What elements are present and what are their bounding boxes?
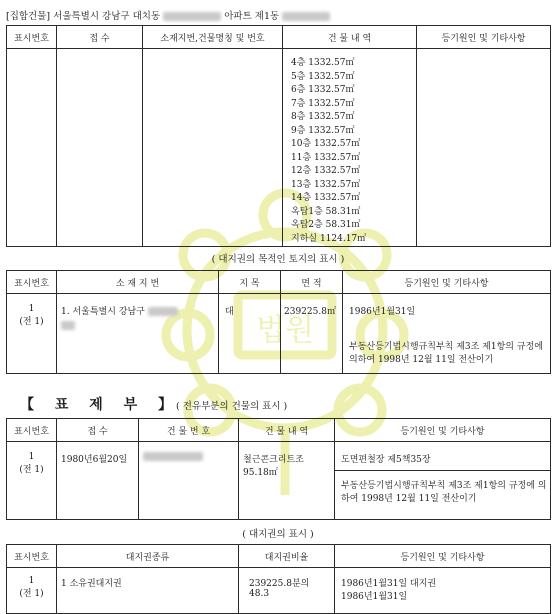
header-building: 아파트 제1동 [224, 11, 280, 22]
floor-item: 5층 1332.57㎡ [291, 71, 355, 82]
col-header: 표시번호 [7, 271, 57, 294]
col-header: 등기원인 및 기타사항 [335, 545, 551, 568]
col-header: 면 적 [281, 271, 343, 294]
redacted-block [282, 12, 330, 21]
col-header: 등기원인 및 기타사항 [335, 419, 551, 442]
land-right-table [6, 544, 551, 614]
col-header: 건 물 번 호 [139, 419, 239, 442]
floor-item: 6층 1332.57㎡ [291, 85, 355, 95]
row-number-sub: (전 1) [19, 317, 44, 327]
unit-area: 95.18㎡ [243, 468, 278, 478]
pyojebu-table [6, 418, 551, 520]
redacted-block [163, 12, 221, 21]
row-number-sub: (전 1) [19, 465, 44, 475]
header-address: 서울특별시 강남구 대치동 [53, 11, 161, 22]
pyojebu-title: 【 표 제 부 】 [20, 397, 181, 413]
floor-item: 지하실 1124.17㎡ [291, 233, 367, 244]
col-header: 표시번호 [7, 419, 57, 442]
redacted-block [61, 321, 75, 330]
redacted-block [148, 307, 178, 316]
col-header: 등기원인 및 기타사항 [343, 271, 551, 294]
land-right-ratio: 239225.8분의 [249, 579, 310, 589]
col-header: 소 재 지 번 [57, 271, 219, 294]
pyojebu-subtitle: ( 전유부분의 건물의 표시 ) [176, 401, 288, 412]
drawing-ref: 도면편철장 제5책35장 [341, 455, 431, 465]
col-header: 대지권종류 [57, 545, 239, 568]
floor-item: 10층 1332.57㎡ [291, 139, 361, 149]
col-header: 건 물 내 역 [239, 419, 335, 442]
land-right-ratio-2: 48.3 [249, 589, 270, 599]
pyojebu-note: 부동산등기법시행규칙부칙 제3조 제1항의 규정에 의하여 1998년 12월 11일 전산이기 [341, 481, 547, 504]
row-number: 1 [28, 576, 35, 586]
floor-item: 9층 1332.57㎡ [291, 125, 355, 136]
col-header: 건 물 내 역 [283, 26, 417, 49]
floor-item: 14층 1332.57㎡ [291, 193, 361, 203]
watermark-text: 법원 [256, 313, 314, 348]
col-header: 표시번호 [7, 26, 57, 49]
floor-item: 11층 1332.57㎡ [291, 152, 361, 163]
floor-item: 4층 1332.57㎡ [291, 58, 355, 68]
row-number-sub: (전 1) [19, 589, 44, 599]
document-header [6, 8, 330, 22]
col-header: 표시번호 [7, 545, 57, 568]
land-right-type: 1 소유권대지권 [61, 579, 122, 589]
col-header: 접 수 [57, 419, 139, 442]
building-table [6, 25, 551, 247]
floor-list [291, 57, 416, 246]
land-section-title: ( 대지권의 목적인 토지의 표시 ) [211, 254, 345, 265]
land-right-cause-1: 1986년1월31일 대지권 [341, 579, 437, 589]
land-type: 대 [225, 307, 234, 317]
land-location: 1. 서울특별시 강남구 [61, 307, 145, 317]
col-header: 대지권비율 [239, 545, 335, 568]
col-header: 소재지번,건물명칭 및 번호 [143, 26, 283, 49]
structure: 철근콘크리트조 [243, 455, 304, 465]
land-right-cause-2: 1986년1월31일 [341, 592, 408, 602]
redacted-block [143, 452, 203, 461]
col-header: 지 목 [219, 271, 281, 294]
floor-item: 7층 1332.57㎡ [291, 98, 355, 109]
col-header: 등기원인 및 기타사항 [417, 26, 551, 49]
received-date: 1980년6월20일 [61, 455, 128, 465]
floor-item: 옥탑2층 58.31㎡ [291, 220, 361, 230]
header-category: [집합건물] [6, 11, 51, 22]
land-cause-date: 1986년1월31일 [349, 307, 416, 317]
land-note: 부동산등기법시행규칙부칙 제3조 제1항의 규정에 의하여 1998년 12월 11일 전산이기 [349, 342, 543, 365]
floor-item: 12층 1332.57㎡ [291, 166, 361, 176]
row-number: 1 [28, 304, 35, 314]
floor-item: 13층 1332.57㎡ [291, 179, 361, 190]
land-table [6, 270, 551, 374]
land-area: 239225.8㎡ [284, 307, 336, 317]
col-header: 접 수 [57, 26, 143, 49]
land-right-title: ( 대지권의 표시 ) [242, 529, 314, 540]
row-number: 1 [28, 452, 35, 462]
floor-item: 옥탑1층 58.31㎡ [291, 206, 361, 217]
floor-item: 8층 1332.57㎡ [291, 112, 355, 122]
